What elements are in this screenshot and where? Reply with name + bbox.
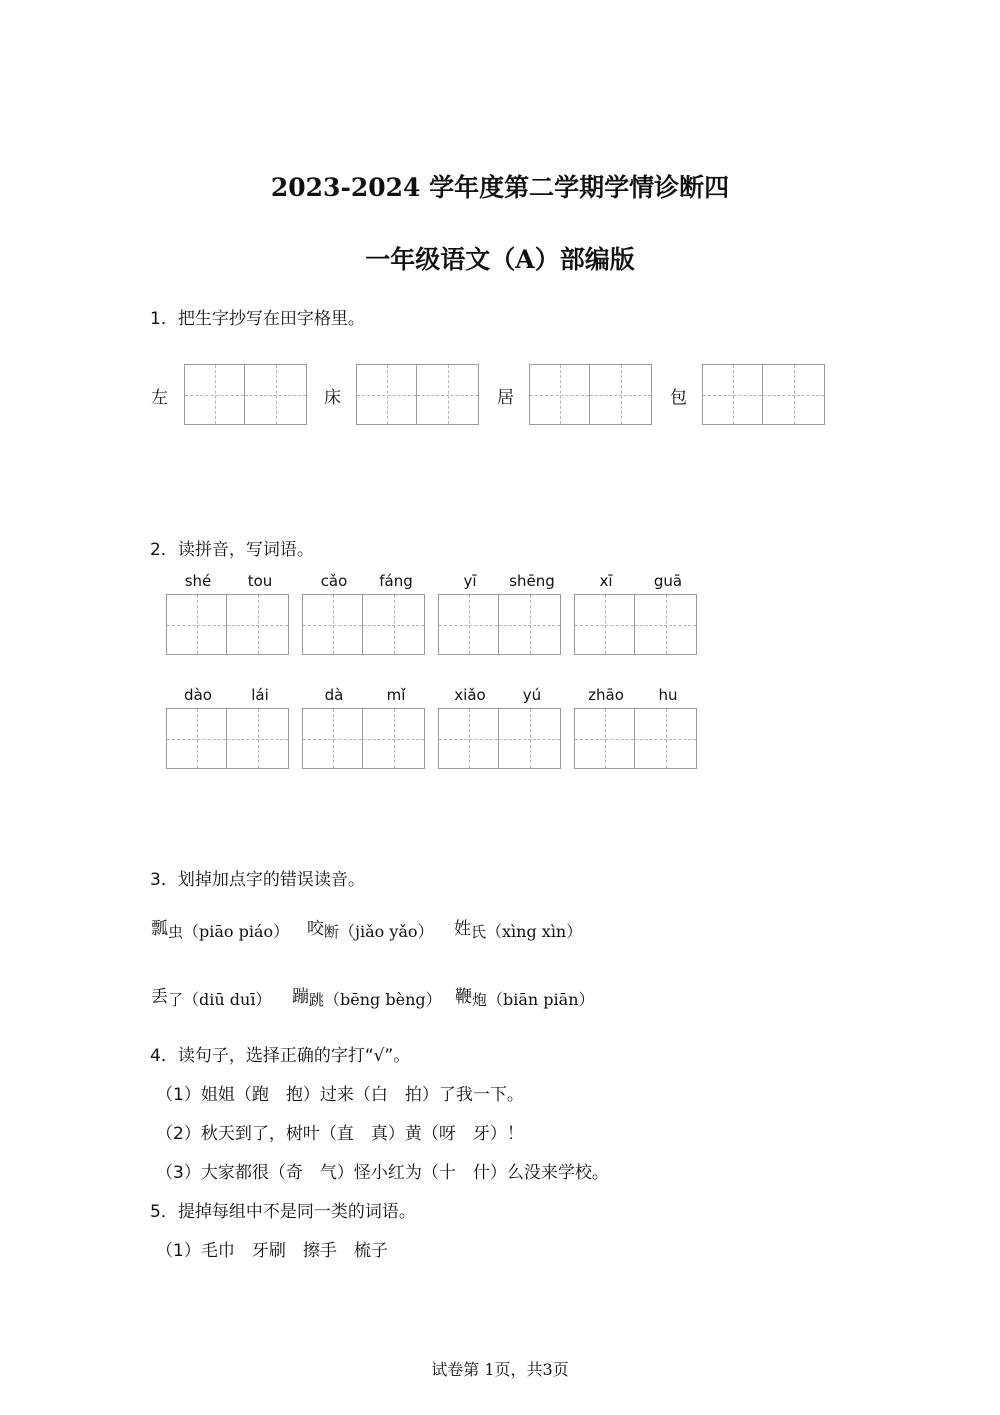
tianzige-grid[interactable]: [302, 594, 425, 655]
grid-cell[interactable]: [245, 364, 307, 425]
grid-cell[interactable]: [763, 364, 825, 425]
pinyin-label: lái: [251, 686, 269, 704]
grid-cell[interactable]: [499, 708, 561, 769]
dotted-char: 鞭: [455, 987, 472, 1007]
copy-char-label: 居: [497, 388, 514, 408]
pinyin-label: yú: [522, 686, 542, 704]
word-char: 断: [324, 923, 340, 941]
word-char: 炮: [472, 991, 488, 1009]
pinyin-options: （jiǎo yǎo）: [339, 922, 434, 941]
question-4-item: （1）姐姐（跑 抱）过来（白 拍）了我一下。: [156, 1085, 524, 1105]
grid-cell[interactable]: [184, 364, 245, 425]
grid-cell[interactable]: [529, 364, 590, 425]
pinyin-options: （xìng xìn）: [486, 922, 583, 941]
tianzige-grid[interactable]: [574, 708, 697, 769]
pinyin-options: （biān piān）: [487, 990, 595, 1009]
grid-cell[interactable]: [574, 708, 635, 769]
pinyin-label: shēng: [509, 572, 555, 590]
copy-char-label: 左: [151, 388, 168, 408]
grid-cell[interactable]: [417, 364, 479, 425]
grid-cell[interactable]: [499, 594, 561, 655]
pinyin-label: xiǎo: [454, 686, 486, 704]
question-5-text: 5．提掉每组中不是同一类的词语。: [150, 1202, 416, 1222]
question-4-text: 4．读句子，选择正确的字打“√”。: [150, 1046, 411, 1066]
tianzige-grid[interactable]: [702, 364, 825, 425]
word-char: 虫: [168, 923, 184, 941]
grid-cell[interactable]: [302, 708, 363, 769]
tianzige-grid[interactable]: [184, 364, 307, 425]
pinyin-label: yī: [463, 572, 477, 590]
grid-cell[interactable]: [166, 594, 227, 655]
grid-cell[interactable]: [227, 708, 289, 769]
dotted-char: 姓: [454, 919, 471, 939]
tianzige-grid[interactable]: [438, 708, 561, 769]
dotted-char: 瓢: [151, 919, 168, 939]
grid-cell[interactable]: [590, 364, 652, 425]
grid-cell[interactable]: [227, 594, 289, 655]
pinyin-label: guā: [653, 572, 683, 590]
page-subtitle: 一年级语文（A）部编版: [365, 245, 635, 274]
tianzige-grid[interactable]: [302, 708, 425, 769]
pinyin-label: tou: [247, 572, 273, 590]
grid-cell[interactable]: [363, 708, 425, 769]
pinyin-options: （bēng bèng）: [324, 990, 442, 1009]
dotted-char: 丢: [151, 987, 168, 1007]
tianzige-grid[interactable]: [529, 364, 652, 425]
question-1-text: 1．把生字抄写在田字格里。: [150, 309, 365, 329]
grid-cell[interactable]: [438, 594, 499, 655]
grid-cell[interactable]: [702, 364, 763, 425]
pinyin-label: dà: [324, 686, 344, 704]
word-item: [307, 914, 434, 939]
tianzige-grid[interactable]: [438, 594, 561, 655]
grid-cell[interactable]: [363, 594, 425, 655]
word-item: [292, 982, 442, 1007]
pinyin-label: mǐ: [386, 686, 406, 704]
grid-cell[interactable]: [574, 594, 635, 655]
copy-char-label: 床: [324, 388, 341, 408]
pinyin-label: dào: [184, 686, 212, 704]
dotted-char: 蹦: [292, 987, 309, 1007]
grid-cell[interactable]: [356, 364, 417, 425]
word-item: [455, 982, 595, 1007]
pinyin-label: shé: [184, 572, 212, 590]
grid-cell[interactable]: [635, 594, 697, 655]
pinyin-options: （piāo piáo）: [183, 922, 290, 941]
page-footer: 试卷第 1页，共3页: [431, 1360, 569, 1379]
tianzige-grid[interactable]: [166, 594, 289, 655]
word-char: 了: [168, 991, 184, 1009]
grid-cell[interactable]: [166, 708, 227, 769]
word-item: [151, 914, 289, 939]
pinyin-label: xī: [599, 572, 613, 590]
tianzige-grid[interactable]: [574, 594, 697, 655]
question-5-item: （1）毛巾 牙刷 擦手 梳子: [156, 1241, 388, 1261]
pinyin-label: cǎo: [320, 572, 348, 590]
word-item: [151, 982, 271, 1007]
pinyin-label: zhāo: [588, 686, 624, 704]
question-2-text: 2．读拼音，写词语。: [150, 540, 314, 560]
grid-cell[interactable]: [302, 594, 363, 655]
word-char: 跳: [309, 991, 325, 1009]
question-4-item: （2）秋天到了，树叶（直 真）黄（呀 牙）！: [156, 1124, 524, 1144]
question-3-text: 3．划掉加点字的错误读音。: [150, 870, 365, 890]
question-4-item: （3）大家都很（奇 气）怪小红为（十 什）么没来学校。: [156, 1163, 609, 1183]
dotted-char: 咬: [307, 919, 324, 939]
grid-cell[interactable]: [438, 708, 499, 769]
pinyin-label: hu: [658, 686, 678, 704]
tianzige-grid[interactable]: [166, 708, 289, 769]
copy-char-label: 包: [670, 388, 687, 408]
pinyin-label: fáng: [379, 572, 413, 590]
word-item: [454, 914, 582, 939]
tianzige-grid[interactable]: [356, 364, 479, 425]
word-char: 氏: [471, 923, 487, 941]
pinyin-options: （diū duī）: [183, 990, 272, 1009]
page-title: 2023-2024 学年度第二学期学情诊断四: [270, 173, 730, 202]
grid-cell[interactable]: [635, 708, 697, 769]
